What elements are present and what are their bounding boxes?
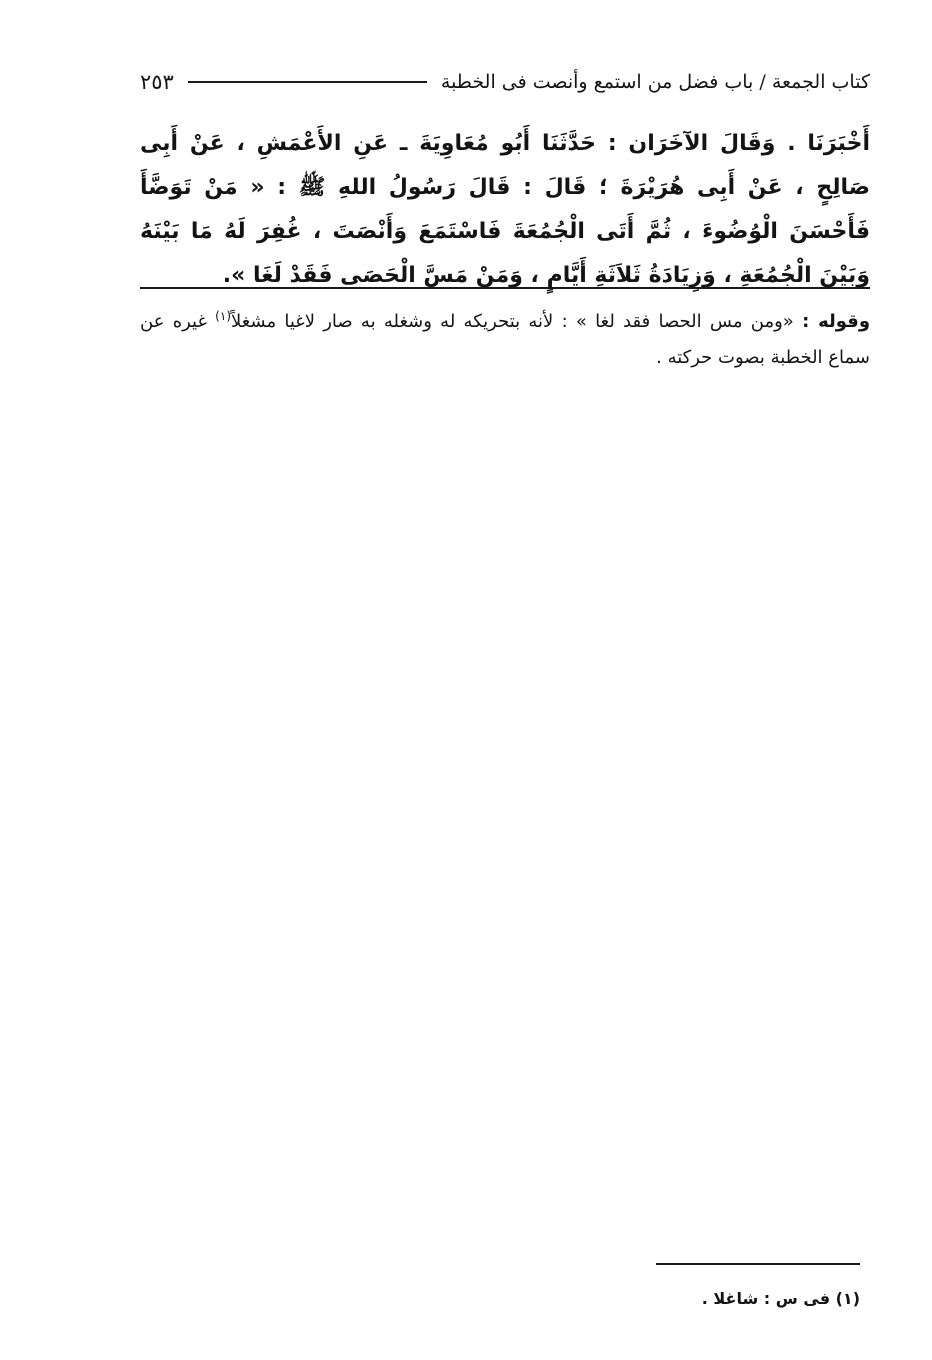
running-header (140, 62, 870, 102)
section-divider (140, 287, 870, 289)
commentary-continuation: غيره عن سماع الخطبة بصوت حركته . (140, 311, 870, 368)
commentary-lead: وقوله : (802, 311, 871, 332)
commentary-text: «ومن مس الحصا فقد لغا » : لأنه بتحريكه له وشغله به صار لاغيا مشغلاً (231, 311, 794, 332)
header-rule (188, 81, 427, 83)
footnote: (١) فى س : شاغلا . (701, 1289, 860, 1308)
hadith-text: أَخْبَرَنَا . وَقَالَ الآخَرَان : حَدَّثَنَا أَبُو مُعَاوِيَةَ ـ عَنِ الأَعْمَشِ ، عَنْ أَبِى صَالِحٍ ، عَنْ أَبِى هُرَيْرَةَ ؛ قَالَ : قَالَ رَسُولُ اللهِ ﷺ : « مَنْ تَوَضَّأَ فَأَحْسَنَ الْوُضُوءَ ، ثُمَّ أَتَى الْجُمُعَةَ فَاسْتَمَعَ وَأَنْصَتَ ، غُفِرَ لَهُ مَا بَيْنَهُ وَبَيْنَ الْجُمُعَةِ ، وَزِيَادَةُ ثَلاَثَةِ أَيَّامٍ ، وَمَنْ مَسَّ الْحَصَى فَقَدْ لَغَا ». (140, 131, 870, 288)
chapter-title: كتاب الجمعة / باب فضل من استمع وأنصت فى الخطبة (440, 71, 870, 93)
commentary-paragraph (140, 304, 870, 376)
footnote-reference: (١) (215, 309, 231, 323)
page-number: ٢٥٣ (140, 70, 174, 94)
footnote-divider (656, 1263, 860, 1265)
